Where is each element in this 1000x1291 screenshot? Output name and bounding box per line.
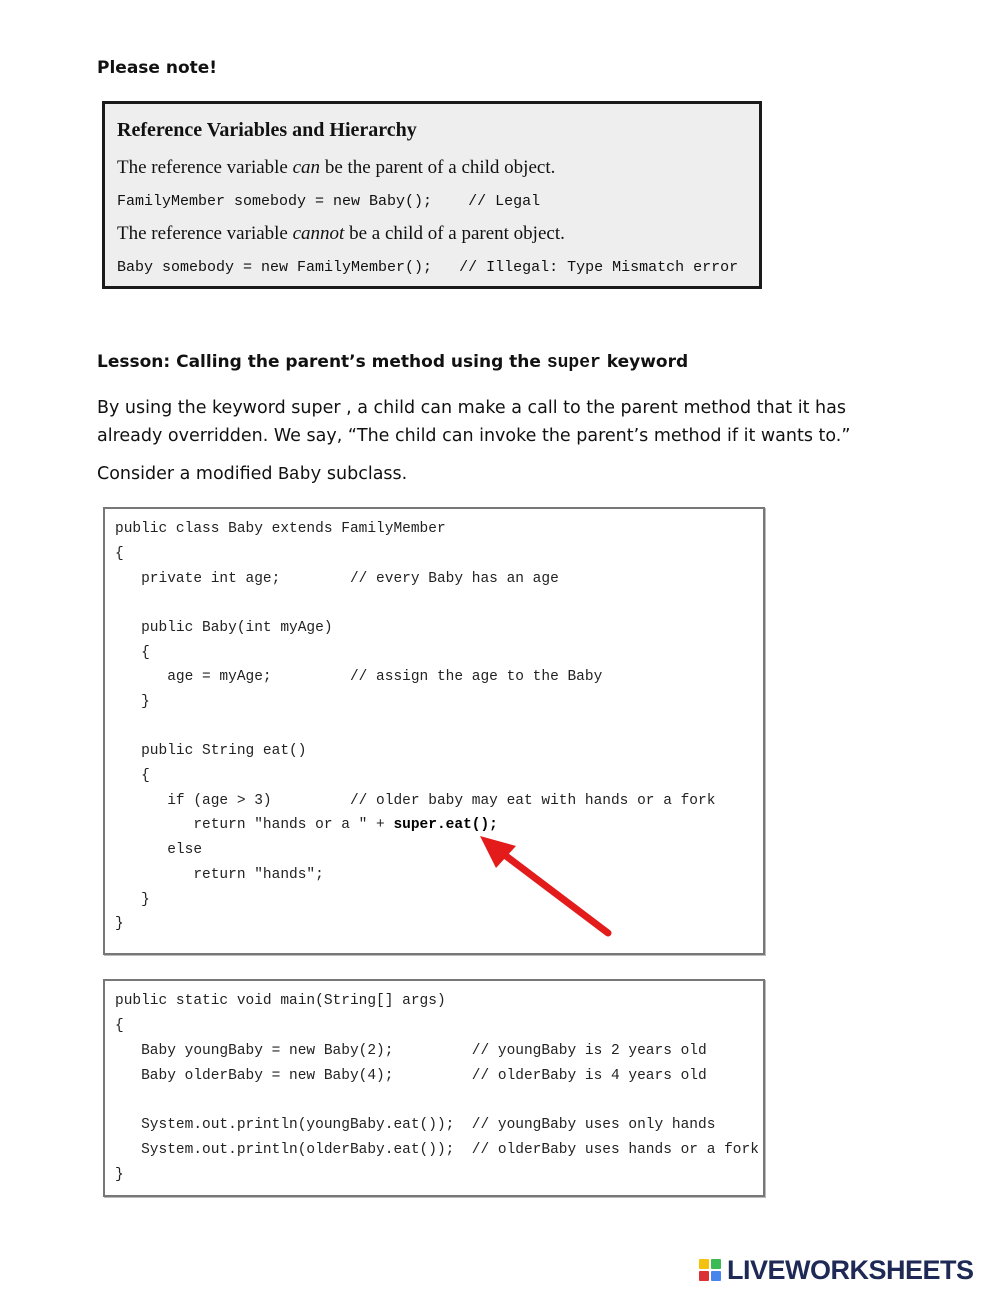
code-line: { <box>115 546 124 562</box>
logo-tile-icon <box>699 1271 709 1281</box>
lesson-paragraph: By using the keyword super , a child can make a call to the parent method that it has already overridden. We say, “The child can invoke the parent’s method if it wants to.” <box>97 398 851 446</box>
logo-text: LIVEWORKSHEETS <box>727 1255 974 1285</box>
reference-box-title: Reference Variables and Hierarchy <box>117 119 417 141</box>
code-line: } <box>115 916 124 932</box>
line-text: The reference variable <box>117 157 293 178</box>
arrow-shaft <box>498 850 608 933</box>
line-text: The reference variable <box>117 223 293 244</box>
consider-paragraph <box>97 462 407 487</box>
logo-tile-icon <box>699 1259 709 1269</box>
code-line: Baby olderBaby = new Baby(4); // olderBaby is 4 years old <box>115 1068 707 1084</box>
code-comment: // Illegal: Type Mismatch error <box>459 259 739 276</box>
code-line: age = myAge; // assign the age to the Baby <box>115 669 603 685</box>
code-comment: // Legal <box>468 193 541 210</box>
code-line: if (age > 3) // older baby may eat with hands or a fork <box>115 793 716 809</box>
code-line: } <box>115 694 150 710</box>
reference-box-code-illegal <box>117 259 738 276</box>
code-line: System.out.println(olderBaby.eat()); // olderBaby uses hands or a fork <box>115 1142 759 1158</box>
super-eat-call: super.eat(); <box>393 817 498 833</box>
logo-tile-icon <box>711 1271 721 1281</box>
code-line: return "hands"; <box>115 867 324 883</box>
reference-variables-box <box>102 101 762 289</box>
emphasis-cannot: cannot <box>292 223 345 244</box>
main-method-code-box <box>103 979 765 1197</box>
code-line: public class Baby extends FamilyMember <box>115 521 446 537</box>
reference-box-line-cannot <box>117 223 565 245</box>
code-line: public static void main(String[] args) <box>115 993 446 1009</box>
code-line: Baby youngBaby = new Baby(2); // youngBaby is 2 years old <box>115 1043 707 1059</box>
code-statement: FamilyMember somebody = new Baby(); <box>117 193 433 210</box>
para-text: subclass. <box>321 464 408 484</box>
baby-class-name: Baby <box>278 465 322 485</box>
reference-box-line-can <box>117 157 555 179</box>
code-line: { <box>115 645 150 661</box>
code-line: System.out.println(youngBaby.eat()); // youngBaby uses only hands <box>115 1117 716 1133</box>
code-text: return "hands or a " + <box>115 817 394 833</box>
code-statement: Baby somebody = new FamilyMember(); <box>117 259 433 276</box>
line-text: be a child of a parent object. <box>344 223 565 244</box>
super-keyword: super <box>546 353 601 373</box>
heading-text: keyword <box>600 352 689 372</box>
code-line: else <box>115 842 203 858</box>
logo-tile-icon <box>711 1259 721 1269</box>
note-heading: Please note! <box>97 58 218 78</box>
code-line: } <box>115 892 150 908</box>
reference-box-code-legal <box>117 193 540 210</box>
lesson-heading <box>97 352 688 373</box>
liveworksheets-logo <box>697 1254 997 1288</box>
red-arrow-icon <box>470 830 620 940</box>
code-line-super-call <box>115 817 498 833</box>
para-text: Consider a modified <box>97 464 279 484</box>
code-line: public String eat() <box>115 743 307 759</box>
code-line: private int age; // every Baby has an age <box>115 571 559 587</box>
code-line: { <box>115 1018 124 1034</box>
line-text: be the parent of a child object. <box>320 157 556 178</box>
heading-text: Lesson: Calling the parent’s method using the <box>97 352 547 372</box>
emphasis-can: can <box>292 157 321 178</box>
code-line: { <box>115 768 150 784</box>
baby-class-code-box <box>103 507 765 955</box>
code-line: public Baby(int myAge) <box>115 620 333 636</box>
code-line: } <box>115 1167 124 1183</box>
